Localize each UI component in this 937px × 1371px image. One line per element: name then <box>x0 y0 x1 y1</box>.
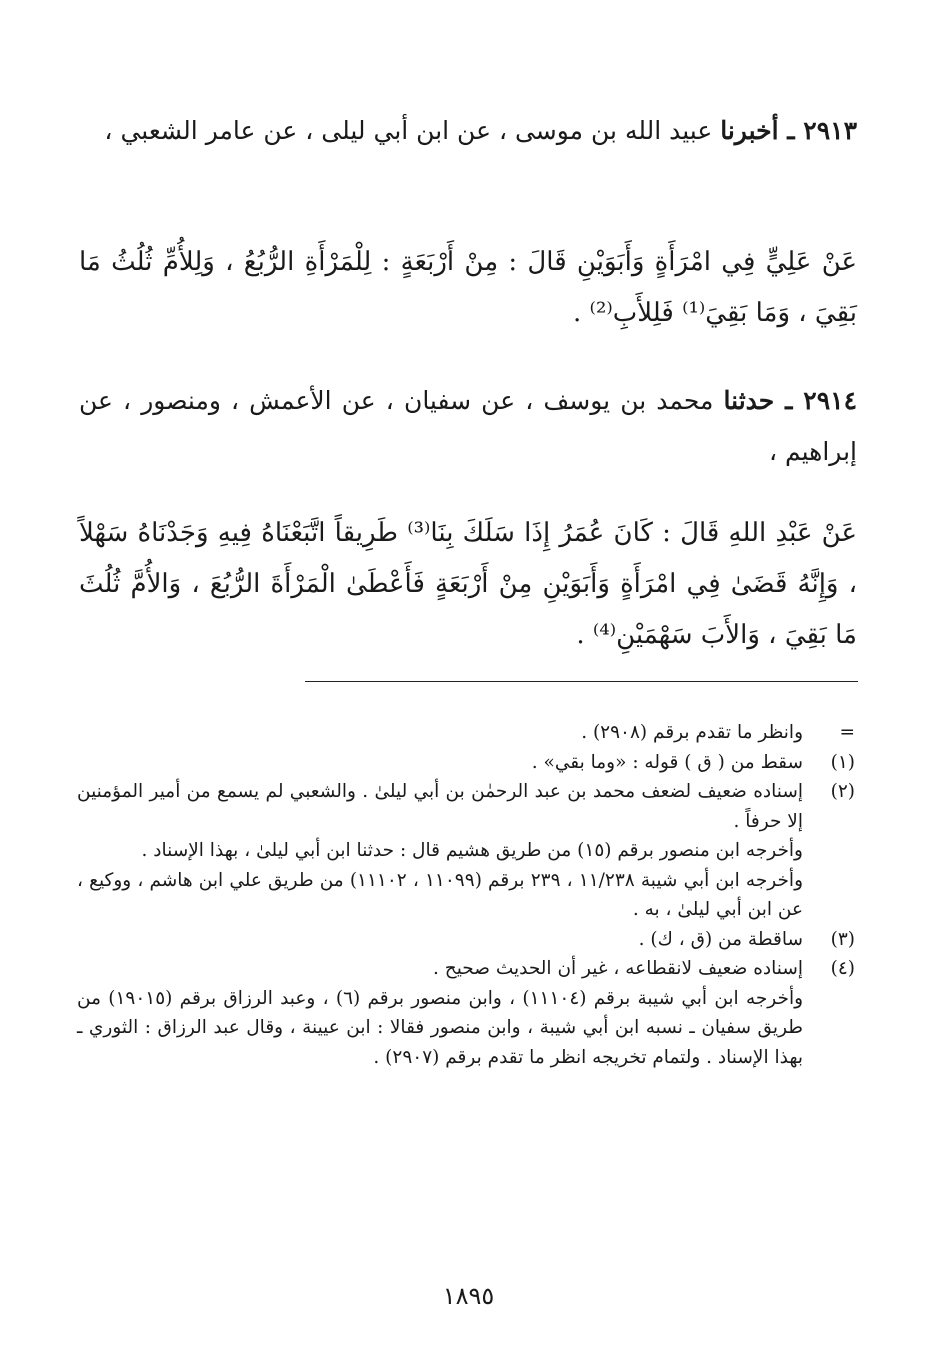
hadith-2913-isnad: ٢٩١٣ ـ أخبرنا عبيد الله بن موسى ، عن ابن أبي ليلى ، عن عامر الشعبي ، <box>104 116 857 145</box>
matn-text: عَنْ عَبْدِ اللهِ قَالَ : كَانَ عُمَرُ إِذَا سَلَكَ بِنَا⁽³⁾ طَرِيقاً اتَّبَعْنَاهُ فِيهِ وَجَدْنَاهُ سَهْلاً ، وَإِنَّهُ قَضَىٰ فِي امْرَأَةٍ وَأَبَوَيْنِ مِنْ أَرْبَعَةٍ فَأَعْطَىٰ الْمَرْأَةَ الرُّبُعَ ، وَالأُمَّ ثُلُثَ مَا بَقِيَ ، وَالأَبَ سَهْمَيْنِ⁽⁴⁾ . <box>79 518 857 650</box>
footnote-mark: (١) <box>830 751 855 773</box>
footnote-4 <box>77 954 857 1072</box>
footnote-line: وأخرجه ابن أبي شيبة برقم (١١١٠٤) ، وابن منصور برقم (٦) ، وعبد الرزاق برقم (١٩٠١٥) من طريق سفيان ـ نسبه ابن أبي شيبة ، وابن منصور فقالا : ابن عيينة ، وقال عبد الرزاق : الثوري ـ بهذا الإسناد . ولتمام تخريجه انظر ما تقدم برقم (٢٩٠٧) . <box>77 987 804 1068</box>
footnote-line: وانظر ما تقدم برقم (٢٩٠٨) . <box>581 722 803 743</box>
footnote-mark: (٣) <box>830 928 855 950</box>
footnote-continuation <box>77 718 857 748</box>
footnotes <box>77 718 857 1072</box>
footnote-separator <box>305 681 858 682</box>
footnote-line: إسناده ضعيف لانقطاعه ، غير أن الحديث صحيح . <box>433 958 803 979</box>
footnote-mark: (٤) <box>830 958 855 979</box>
hadith-2913-matn <box>79 237 857 339</box>
footnote-2 <box>77 777 857 925</box>
matn-text: عَنْ عَلِيٍّ فِي امْرَأَةٍ وَأَبَوَيْنِ قَالَ : مِنْ أَرْبَعَةٍ : لِلْمَرْأَةِ الرُّبُعُ ، وَلِلأُمِّ ثُلُثُ مَا بَقِيَ ، وَمَا بَقِيَ⁽¹⁾ فَلِلأَبِ⁽²⁾ . <box>79 247 857 328</box>
isnad-text: عبيد الله بن موسى ، عن ابن أبي ليلى ، عن عامر الشعبي ، <box>104 116 713 145</box>
footnote-1 <box>77 748 857 778</box>
footnote-line: إسناده ضعيف لضعف محمد بن عبد الرحمٰن بن أبي ليلىٰ . والشعبي لم يسمع من أمير المؤمنين إلا حرفاً . <box>77 781 803 832</box>
hadith-2914-isnad: ٢٩١٤ ـ حدثنا محمد بن يوسف ، عن سفيان ، عن الأعمش ، ومنصور ، عن إبراهيم ، <box>79 386 858 466</box>
footnote-3 <box>77 925 857 955</box>
transmission-keyword: أخبرنا <box>720 116 779 145</box>
footnote-line: سقط من ( ق ) قوله : «وما بقي» . <box>531 751 803 773</box>
footnote-line: وأخرجه ابن أبي شيبة ١١/٢٣٨ ، ٢٣٩ برقم (١١٠٩٩ ، ١١١٠٢) من طريق علي ابن هاشم ، ووكيع ، عن ابن أبي ليلىٰ ، به . <box>77 869 804 920</box>
footnote-mark: = <box>839 722 855 743</box>
hadith-number: ٢٩١٤ <box>803 386 858 415</box>
transmission-keyword: حدثنا <box>723 386 775 415</box>
footnote-line: ساقطة من (ق ، ك) . <box>638 928 803 950</box>
page-number: ١٨٩٥ <box>442 1282 495 1310</box>
footnote-mark: (٢) <box>830 781 855 802</box>
isnad-text: محمد بن يوسف ، عن سفيان ، عن الأعمش ، ومنصور ، عن إبراهيم ، <box>79 386 857 466</box>
hadith-number: ٢٩١٣ <box>803 116 857 145</box>
footnote-line: وأخرجه ابن منصور برقم (١٥) من طريق هشيم قال : حدثنا ابن أبي ليلىٰ ، بهذا الإسناد . <box>141 840 803 861</box>
hadith-2914-matn <box>79 508 857 661</box>
